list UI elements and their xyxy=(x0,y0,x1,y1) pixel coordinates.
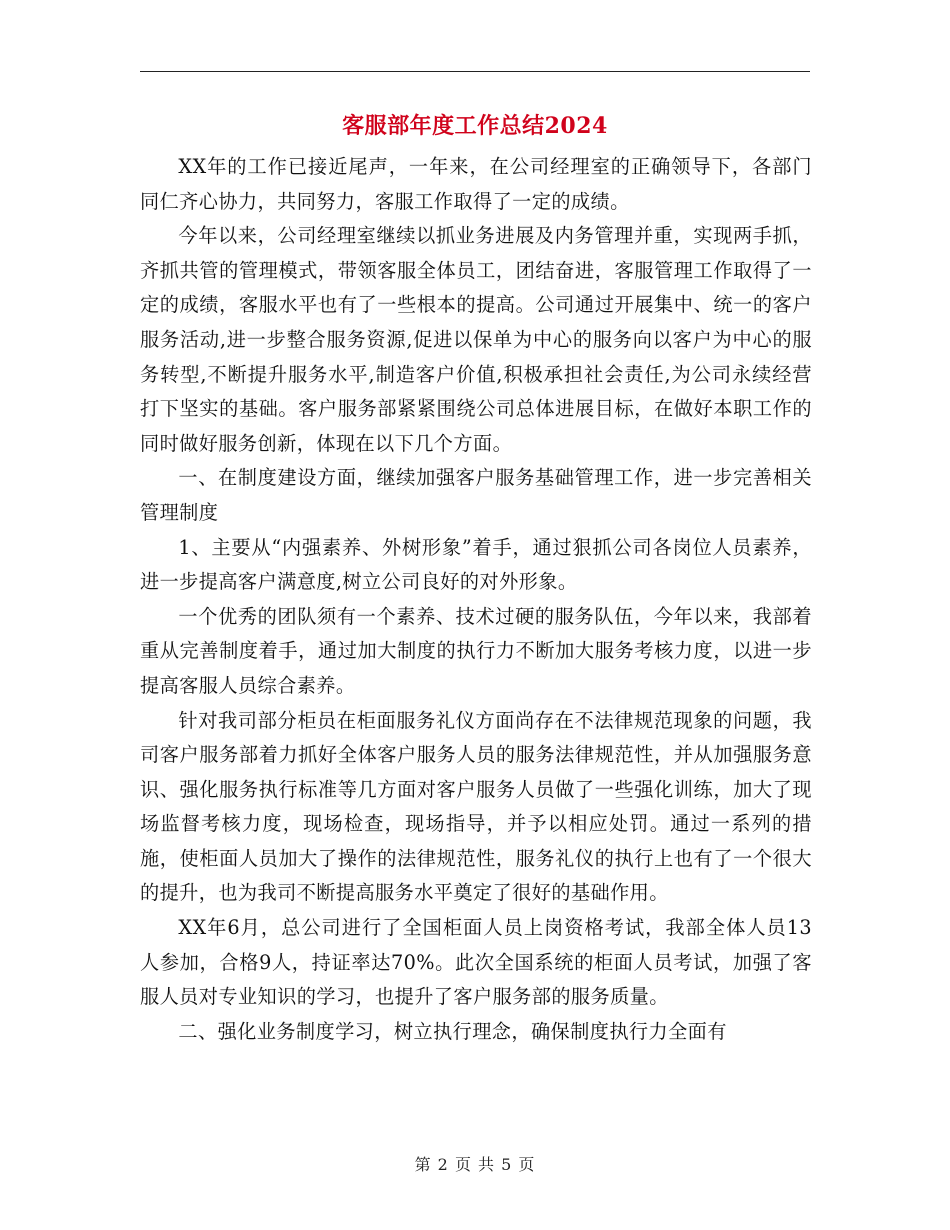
paragraph: 一个优秀的团队须有一个素养、技术过硬的服务队伍，今年以来，我部着重从完善制度着手，通过加大制度的执行力不断加大服务考核力度，以进一步提高客服人员综合素养。 xyxy=(140,604,812,697)
paragraph: 1、主要从“内强素养、外树形象”着手，通过狠抓公司各岗位人员素养，进一步提高客户满意度,树立公司良好的对外形象。 xyxy=(140,535,812,594)
page-number: 第 2 页 共 5 页 xyxy=(414,1155,536,1174)
document-body xyxy=(140,150,812,1049)
section-heading: 二、强化业务制度学习，树立执行理念，确保制度执行力全面有 xyxy=(178,1019,727,1043)
section-heading: 一、在制度建设方面，继续加强客户服务基础管理工作，进一步完善相关管理制度 xyxy=(140,466,812,524)
document-title: 客服部年度工作总结2024 xyxy=(342,113,608,139)
paragraph: XX年6月，总公司进行了全国柜面人员上岗资格考试，我部全体人员13人参加，合格9人，持证率达70%。此次全国系统的柜面人员考试，加强了客服人员对专业知识的学习，也提升了客户服务部的服务质量。 xyxy=(140,916,812,1009)
paragraph: 今年以来，公司经理室继续以抓业务进展及内务管理并重，实现两手抓，齐抓共管的管理模式，带领客服全体员工，团结奋进，客服管理工作取得了一定的成绩，客服水平也有了一些根本的提高。公司通过开展集中、统一的客户服务活动,进一步整合服务资源,促进以保单为中心的服务向以客户为中心的服务转型,不断提升服务水平,制造客户价值,积极承担社会责任,为公司永续经营打下坚实的基础。客户服务部紧紧围绕公司总体进展目标，在做好本职工作的同时做好服务创新，体现在以下几个方面。 xyxy=(140,224,812,455)
header-rule xyxy=(140,71,810,72)
paragraph: XX年的工作已接近尾声，一年来，在公司经理室的正确领导下，各部门同仁齐心协力，共同努力，客服工作取得了一定的成绩。 xyxy=(140,155,812,213)
paragraph: 针对我司部分柜员在柜面服务礼仪方面尚存在不法律规范现象的问题，我司客户服务部着力抓好全体客户服务人员的服务法律规范性，并从加强服务意识、强化服务执行标准等几方面对客户服务人员做了一些强化训练，加大了现场监督考核力度，现场检查，现场指导，并予以相应处罚。通过一系列的措施，使柜面人员加大了操作的法律规范性，服务礼仪的执行上也有了一个很大的提升，也为我司不断提高服务水平奠定了很好的基础作用。 xyxy=(140,708,812,905)
